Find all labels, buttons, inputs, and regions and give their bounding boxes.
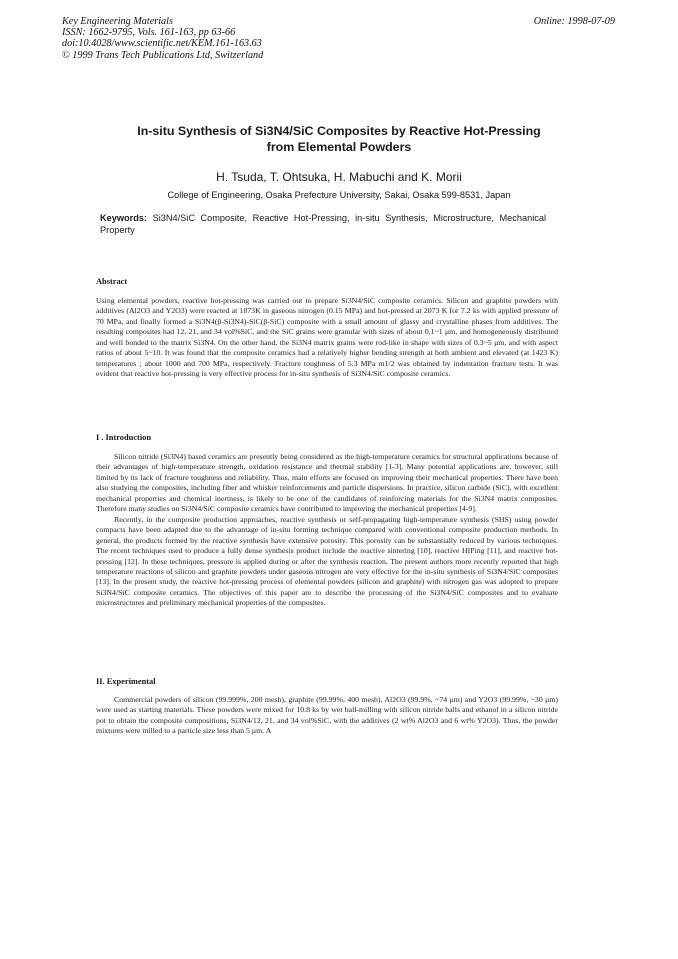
introduction-heading: I . Introduction <box>96 433 151 442</box>
experimental-heading: II. Experimental <box>96 677 156 686</box>
online-date: Online: 1998-07-09 <box>533 16 615 27</box>
keywords-label: Keywords: <box>100 213 147 223</box>
doi-line: doi:10.4028/www.scientific.net/KEM.161-163.63 <box>62 38 262 50</box>
introduction-paragraph-1: Silicon nitride (Si3N4) based ceramics are presently being considered as the high-temperature ceramics for structural applications because of their advantages of high-temperature strength, oxidation resistance and thermal stability [1-3]. Many potential applications are, however, still limited by its lack of fracture toughness and reliability. Thus, main efforts are focused on improving their mechanical properties. There have been also studying the composites, including fiber and whisker reinforcements and particle dispersions. In practice, silicon carbide (SiC), with excellent mechanical properties and chemical inertness, is likely to be one of the candidates of reinforcing materials for the Si3N4 matrix composites. Therefore many studies on Si3N4/SiC composite ceramics have contributed to improving the mechanical properties [4-9]. <box>96 452 558 514</box>
abstract-text: Using elemental powders, reactive hot-pressing was carried out to prepare Si3N4/SiC composite ceramics. Silicon and graphite powders with additives (Al2O3 and Y2O3) were reacted at 1873K in gaseous nitrogen (0.15 MPa) and hot-pressed at 2073 K for 7.2 ks with applied pressure of 70 MPa, and finally formed a Si3N4(β-Si3N4)-SiC(β-SiC) composite with a small amount of glassy and crystalline phases from additives. The resulting composites had 12, 21, and 34 vol%SiC, and the SiC grains were granular with sizes of about 0.1~1 μm, and homogeneously distributed and well bonded to the matrix Si3N4. On the other hand, the Si3N4 matrix grains were rod-like in shape with sizes of 0.3~5 μm, and with aspect ratios of about 5~10. It was found that the composite ceramics had a relatively higher bending strength at both ambient and elevated (at 1423 K) temperatures ; about 1000 and 700 MPa, respectively. Fracture toughness of 5.3 MPa m1/2 was obtained by indentation fracture tests. It was evident that reactive hot-pressing is very effective process for in-situ synthesis of Si3N4/SiC composite ceramics. <box>96 296 558 379</box>
keywords-block <box>100 212 546 236</box>
abstract-body <box>96 296 558 380</box>
journal-name: Key Engineering Materials <box>62 16 173 27</box>
title-line-2: from Elemental Powders <box>266 139 412 154</box>
journal-header <box>62 16 263 61</box>
introduction-body <box>96 452 558 609</box>
affiliation: College of Engineering, Osaka Prefecture University, Sakai, Osaka 599-8531, Japan <box>167 190 511 200</box>
experimental-paragraph-1: Commercial powders of silicon (99.999%, 200 mesh), graphite (99.99%, 400 mesh), Al2O3 (99.9%, ~74 μm) and Y2O3 (99.99%, ~30 μm) were used as starting materials. These powders were mixed for 10.8 ks by wet ball-milling with silicon nitride balls and ethanol in a silicon nitride pot to obtain the composite compositions, Si3N4/12, 21, and 34 vol%SiC, with the additives (2 wt% Al2O3 and 6 wt% Y2O3). Thus, the powder mixtures were milled to a particle size less than 5 μm. A <box>96 695 558 736</box>
paper-title <box>80 124 598 155</box>
introduction-paragraph-2: Recently, in the composite production approaches, reactive synthesis or self-propagating high-temperature synthesis (SHS) using powder compacts have been adapted due to the advantage of in-situ forming technique compared with conventional composite production methods. In general, the products formed by the reactive synthesis have extensive porosity. This porosity can be substantially reduced by various techniques. The recent techniques used to produce a fully dense synthesis product include the reactive sintering [10], reactive HIPing [11], and reactive hot-pressing [12]. In these techniques, pressure is applied during or after the synthesis reaction. The present authors more recently reported that high temperature reactions of silicon and graphite powders under gaseous nitrogen are very effective for the in-situ synthesis of Si3N4/SiC composites [13]. In the present study, the reactive hot-pressing process of elemental powders (silicon and graphite) with nitrogen gas was adopted to prepare Si3N4/SiC composite ceramics. The objectives of this paper are to describe the processing of the Si3N4/SiC composites and to evaluate microstructures and preliminary mechanical properties of the composites. <box>96 514 558 608</box>
keywords-text: Si3N4/SiC Composite, Reactive Hot-Pressing, in-situ Synthesis, Microstructure, Mechanical Property <box>100 213 546 235</box>
issn-line: ISSN: 1662-9795, Vols. 161-163, pp 63-66 <box>62 27 236 39</box>
author-list: H. Tsuda, T. Ohtsuka, H. Mabuchi and K. Morii <box>216 170 462 184</box>
title-line-1: In-situ Synthesis of Si3N4/SiC Composites by Reactive Hot-Pressing <box>137 124 541 138</box>
copyright-line: © 1999 Trans Tech Publications Ltd, Switzerland <box>62 49 264 61</box>
abstract-heading: Abstract <box>96 277 128 286</box>
experimental-body <box>96 695 558 737</box>
